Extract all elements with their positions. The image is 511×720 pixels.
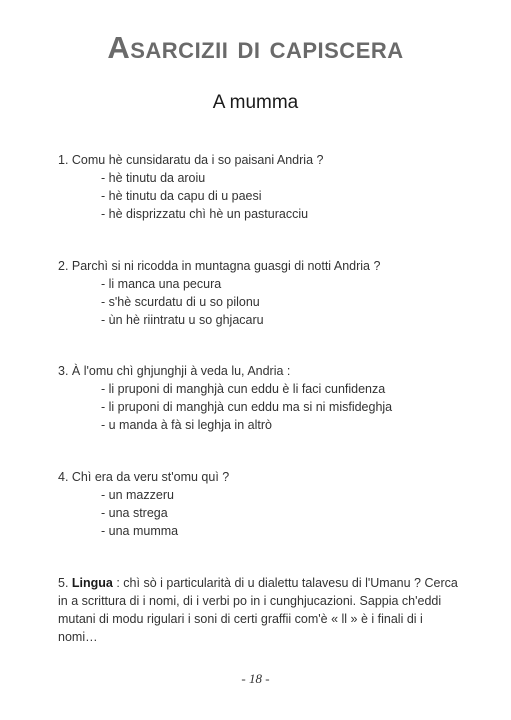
answer-option: - un mazzeru — [101, 488, 174, 502]
question-stem: 4. Chì era da veru st'omu quì ? — [58, 470, 230, 484]
page-subtitle: A mumma — [212, 92, 299, 113]
answer-option: - hè disprizzatu chì hè un pasturacciu — [101, 207, 309, 221]
question-lead: Lingua — [71, 576, 113, 590]
page-title: Asarcizii di capiscera — [107, 30, 404, 65]
answer-option: - hè tinutu da capu di u paesi — [101, 189, 262, 203]
answer-option: - u manda à fà si leghja in altrò — [101, 418, 272, 432]
answer-option: - hè tinutu da aroiu — [101, 171, 206, 185]
answer-option: - li pruponi di manghjà cun eddu ma si ni misfideghja — [101, 400, 393, 414]
answer-option: - una mumma — [101, 524, 179, 538]
question-1 — [58, 151, 468, 223]
answer-option: - una strega — [101, 506, 168, 520]
question-5 — [58, 574, 460, 646]
question-stem: 3. À l'omu chì ghjunghji à veda lu, Andria : — [58, 364, 291, 378]
question-3 — [58, 362, 468, 434]
question-4 — [58, 468, 468, 540]
question-2 — [58, 257, 468, 329]
question-text: : chì sò i particularità di u dialettu talavesu di l'Umanu ? Cerca in a scrittura di i nomi, di i verbi po in i cunghjucazioni. Sappia ch'eddi mutani di modu rigulari i soni di certi graffii com'è « ll » è i finali di i nomi… — [58, 576, 458, 644]
page-number: - 18 - — [241, 671, 270, 686]
answer-option: - li pruponi di manghjà cun eddu è li faci cunfidenza — [101, 382, 386, 396]
answer-option: - s'hè scurdatu di u so pilonu — [101, 295, 260, 309]
answer-option: - li manca una pecura — [101, 277, 222, 291]
question-number: 5. — [58, 576, 69, 590]
question-stem: 2. Parchì si ni ricodda in muntagna guasgi di notti Andria ? — [58, 259, 381, 273]
question-stem: 1. Comu hè cunsidaratu da i so paisani Andria ? — [58, 153, 324, 167]
answer-option: - ùn hè riintratu u so ghjacaru — [101, 313, 264, 327]
